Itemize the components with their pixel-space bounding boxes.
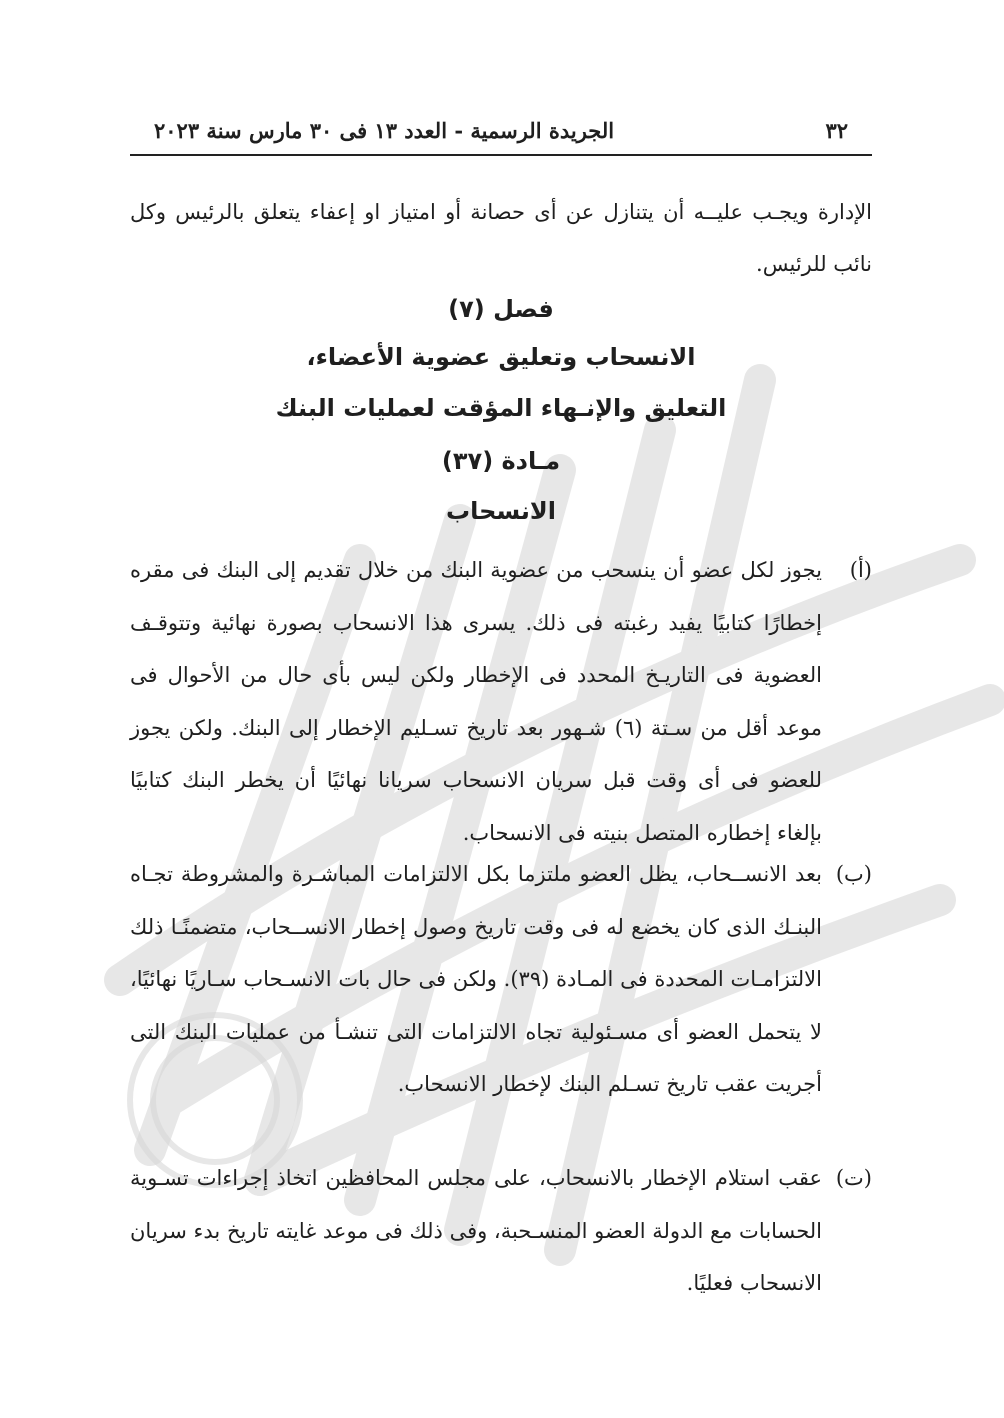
header-divider (130, 154, 872, 156)
clause-text: عقب استلام الإخطار بالانسحاب، على مجلس المحافظين اتخاذ إجراءات تسـوية الحسابات مع الدولة العضو المنسـحبة، وفى ذلك فى موعد غايته تاريخ بدء سريان الانسحاب فعليًا. (130, 1166, 822, 1295)
intro-paragraph: الإدارة ويجـب عليــه أن يتنازل عن أى حصانة أو امتياز او إعفاء يتعلق بالرئيس وكل نائب للرئيس. (130, 200, 872, 276)
page-header (130, 112, 872, 148)
chapter-title-line-1: الانسحاب وتعليق عضوية الأعضاء، (306, 343, 696, 371)
section-subheading: الانسحاب (446, 497, 556, 525)
clause-text: يجوز لكل عضو أن ينسحب من عضوية البنك من خلال تقديم إلى البنك فى مقره إخطارًا كتابيًا يفيد رغبته فى ذلك. يسرى هذا الانسحاب بصورة نهائية وتتوقـف العضوية فى التاريـخ المحدد فى الإخطار ولكن ليس بأى حال من الأحوال فى موعد أقل من سـتة (٦) شـهور بعد تاريخ تسـليم الإخطار إلى البنك. ولكن يجوز للعضو فى أى وقت قبل سريان الانسحاب سريانا نهائيًا أن يخطر البنك كتابيًا بإلغاء إخطاره المتصل بنيته فى الانسحاب. (130, 558, 822, 845)
clause-a (130, 544, 872, 859)
page-number: ٣٢ (825, 117, 848, 143)
article-heading: مـادة (٣٧) (441, 447, 561, 475)
chapter-heading: فصل (٧) (448, 295, 554, 323)
document-page (130, 0, 872, 1418)
gazette-title: الجريدة الرسمية - العدد ١٣ فى ٣٠ مارس سنة ٢٠٢٣ (154, 117, 615, 143)
clause-b (130, 848, 872, 1111)
clause-label: (ت) (835, 1166, 872, 1190)
clause-label: (أ) (849, 558, 872, 582)
clause-text: بعد الانســحاب، يظل العضو ملتزما بكل الالتزامات المباشـرة والمشروطة تجـاه البنـك الذى كان يخضع له فى وقت تاريخ وصول إخطار الانســحاب، متضمنًـا ذلك الالتزامـات المحددة فى المـادة (٣٩). ولكن فى حال بات الانسـحاب سـاريًا نهائيًا، لا يتحمل العضو أى مسـئولية تجاه الالتزامات التى تنشـأ من عمليات البنك التى أجريت عقب تاريخ تسـلم البنك لإخطار الانسحاب. (130, 862, 822, 1096)
clause-c (130, 1152, 872, 1310)
chapter-title-line-2: التعليق والإنـهاء المؤقت لعمليات البنك (275, 394, 727, 422)
clause-label: (ب) (835, 862, 872, 886)
